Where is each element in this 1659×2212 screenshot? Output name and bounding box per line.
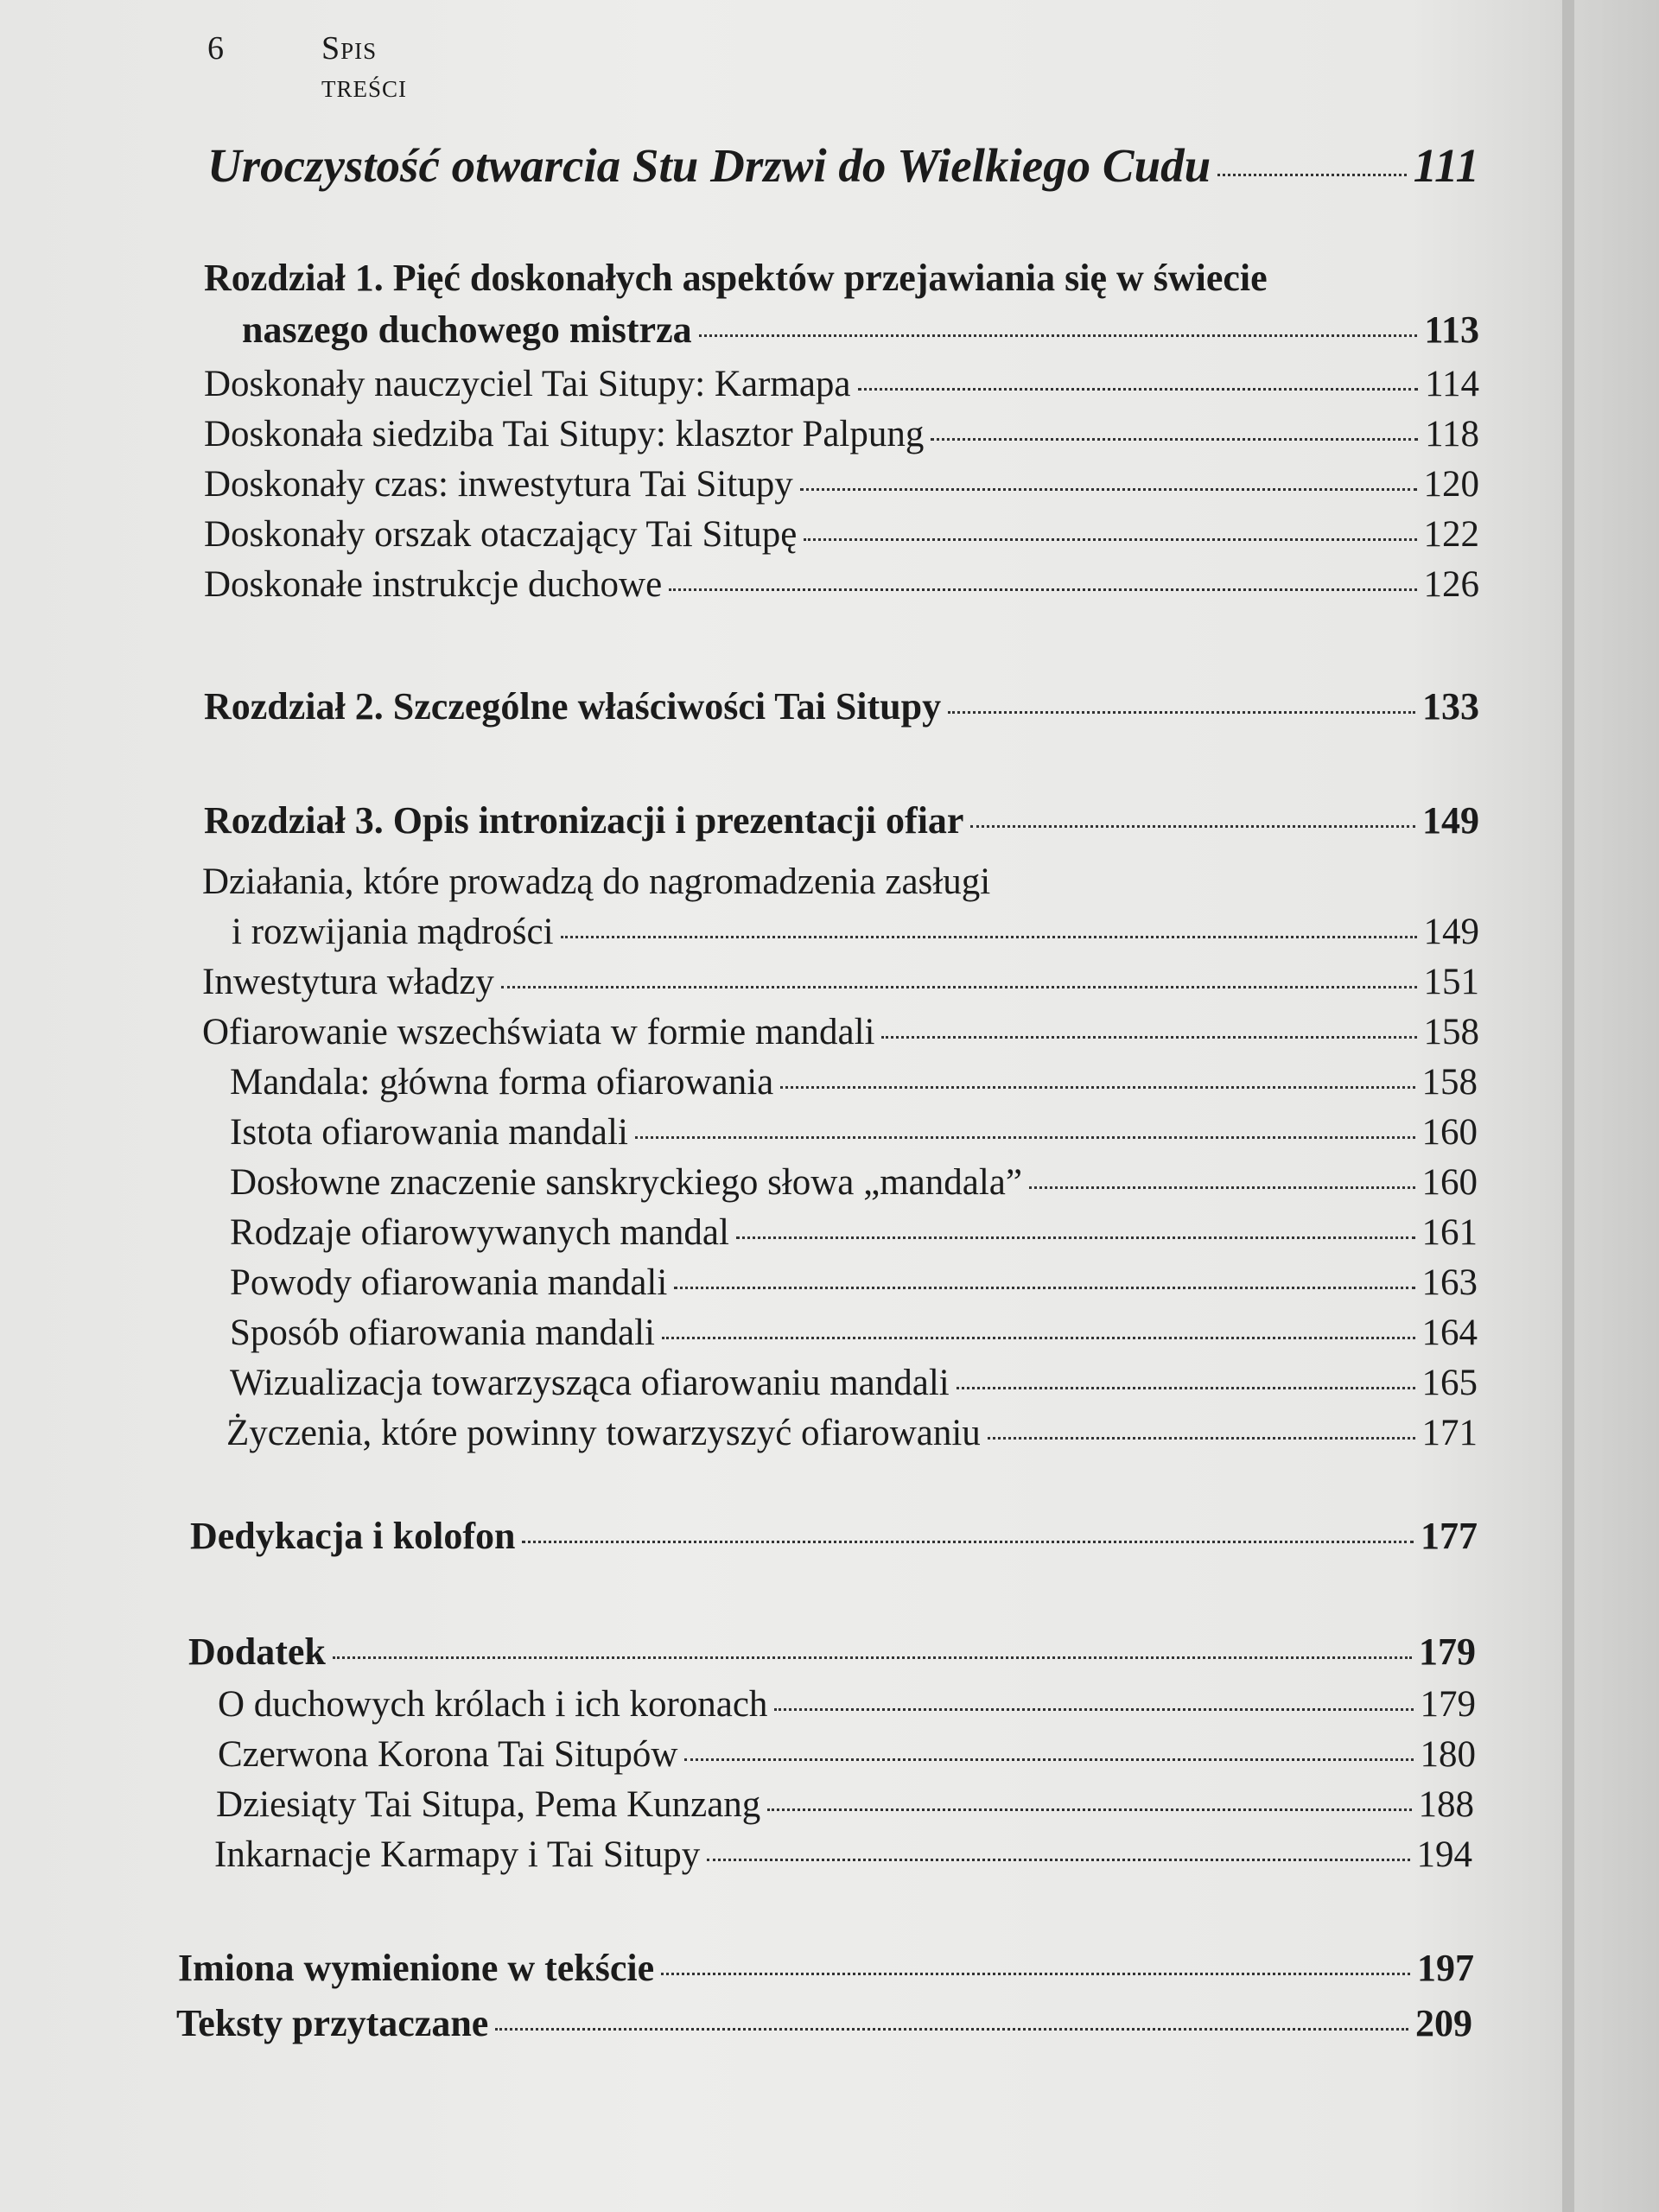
toc-subentry[interactable]: [230, 1362, 1478, 1404]
entry-page: 158: [1421, 1062, 1478, 1103]
entry-page: 126: [1423, 564, 1479, 605]
toc-subentry[interactable]: [216, 1783, 1474, 1826]
toc-subentry[interactable]: [230, 1061, 1478, 1103]
toc-subentry[interactable]: [230, 1262, 1478, 1304]
leader-dots: [736, 1236, 1415, 1239]
leader-dots: [669, 588, 1416, 591]
entry-title: Mandala: główna forma ofiarowania: [230, 1062, 774, 1103]
toc-subentry[interactable]: [230, 1211, 1478, 1254]
entry-page: 161: [1421, 1212, 1478, 1253]
leader-dots: [780, 1086, 1414, 1089]
entry-title: Inwestytura władzy: [202, 962, 494, 1002]
entry-title: Wizualizacja towarzysząca ofiarowaniu mandali: [230, 1363, 950, 1403]
leader-dots: [988, 1437, 1415, 1440]
entry-page: 197: [1417, 1947, 1474, 1989]
entry-page: 180: [1420, 1734, 1476, 1775]
toc-subentry[interactable]: [230, 1161, 1478, 1204]
entry-title: Doskonałe instrukcje duchowe: [204, 564, 663, 605]
page-edge: [1590, 0, 1602, 2212]
toc-entry[interactable]: [202, 961, 1479, 1003]
toc-entry[interactable]: [204, 563, 1479, 606]
toc-entry-chapter1[interactable]: [242, 308, 1479, 352]
toc-entry-names[interactable]: [178, 1946, 1474, 1990]
entry-page: 160: [1421, 1112, 1478, 1153]
entry-page: 158: [1423, 1012, 1479, 1052]
leader-dots: [931, 438, 1418, 441]
leader-dots: [707, 1859, 1409, 1861]
entry-title: O duchowych królach i ich koronach: [218, 1684, 768, 1725]
entry-title: Doskonały nauczyciel Tai Situpy: Karmapa: [204, 364, 851, 404]
entry-title: Inkarnacje Karmapy i Tai Situpy: [214, 1834, 701, 1875]
entry-title: Dodatek: [188, 1630, 326, 1673]
leader-dots: [495, 2028, 1408, 2031]
leader-dots: [767, 1808, 1411, 1811]
entry-page: 160: [1421, 1162, 1478, 1203]
leader-dots: [662, 1337, 1414, 1339]
toc-subentry[interactable]: [218, 1683, 1476, 1726]
entry-title: Doskonały orszak otaczający Tai Situpę: [204, 514, 798, 555]
toc-entry-texts[interactable]: [176, 2001, 1472, 2045]
leader-dots: [804, 538, 1416, 541]
entry-title: Powody ofiarowania mandali: [230, 1262, 668, 1303]
page-number: 6: [207, 30, 225, 67]
leader-dots: [661, 1973, 1410, 1975]
leader-dots: [674, 1287, 1414, 1289]
entry-title: Istota ofiarowania mandali: [230, 1112, 628, 1153]
toc-entry-opening[interactable]: [207, 138, 1479, 193]
leader-dots: [522, 1541, 1414, 1543]
toc-subentry[interactable]: [230, 1312, 1478, 1354]
leader-dots: [948, 711, 1415, 714]
entry-page: 179: [1420, 1684, 1476, 1725]
leader-dots: [333, 1656, 1412, 1659]
toc-subentry[interactable]: [230, 1111, 1478, 1154]
entry-title: Rozdział 3. Opis intronizacji i prezentacji ofiar: [204, 799, 964, 842]
leader-dots: [635, 1136, 1415, 1139]
toc-entry[interactable]: [202, 1011, 1479, 1053]
page-edge: [1562, 0, 1574, 2212]
leader-dots: [1029, 1186, 1415, 1189]
entry-title: Czerwona Korona Tai Situpów: [218, 1734, 678, 1775]
toc-entry[interactable]: [204, 363, 1479, 405]
toc-entry-dedication[interactable]: [190, 1514, 1478, 1558]
leader-dots: [774, 1708, 1413, 1711]
entry-page: 111: [1413, 139, 1479, 192]
entry-page: 163: [1421, 1262, 1478, 1303]
entry-page: 171: [1421, 1413, 1478, 1453]
entry-page: 209: [1415, 2002, 1472, 2044]
leader-dots: [858, 388, 1419, 391]
entry-page: 114: [1425, 364, 1479, 404]
toc-entry[interactable]: [204, 463, 1479, 505]
entry-title: i rozwijania mądrości: [232, 912, 554, 952]
chapter1-title-line1[interactable]: Rozdział 1. Pięć doskonałych aspektów przejawiania się w świecie: [204, 257, 1268, 299]
entry-title: Dedykacja i kolofon: [190, 1515, 516, 1557]
entry-page: 133: [1422, 685, 1479, 728]
entry-title: Doskonały czas: inwestytura Tai Situpy: [204, 464, 793, 505]
leader-dots: [800, 488, 1417, 491]
leader-dots: [684, 1758, 1413, 1761]
entry-page: 113: [1424, 308, 1479, 351]
entry-page: 118: [1425, 414, 1479, 454]
entry-title: Dosłowne znaczenie sanskryckiego słowa „mandala”: [230, 1162, 1022, 1203]
leader-dots: [501, 986, 1417, 988]
toc-entry-chapter2[interactable]: [204, 684, 1479, 728]
leader-dots: [699, 334, 1418, 337]
entry-title: Uroczystość otwarcia Stu Drzwi do Wielkiego Cudu: [207, 139, 1211, 192]
leader-dots: [561, 936, 1417, 938]
entry-title: Rodzaje ofiarowywanych mandal: [230, 1212, 729, 1253]
entry-title: Doskonała siedziba Tai Situpy: klasztor Palpung: [204, 414, 925, 454]
entry-page: 149: [1423, 912, 1479, 952]
toc-entry-appendix[interactable]: [188, 1630, 1476, 1674]
entry-title: Życzenia, które powinny towarzyszyć ofiarowaniu: [226, 1413, 981, 1453]
entry-page: 194: [1416, 1834, 1472, 1875]
toc-subentry[interactable]: [214, 1834, 1472, 1876]
toc-entry[interactable]: [204, 513, 1479, 556]
entry-page: 179: [1419, 1630, 1476, 1673]
toc-entry-merit[interactable]: [232, 911, 1479, 953]
entry-page: 165: [1421, 1363, 1478, 1403]
toc-subentry[interactable]: [218, 1733, 1476, 1776]
leader-dots: [1217, 174, 1406, 176]
entry-title: Ofiarowanie wszechświata w formie mandali: [202, 1012, 875, 1052]
toc-entry-chapter3[interactable]: [204, 798, 1479, 842]
leader-dots: [970, 825, 1415, 828]
leader-dots: [957, 1387, 1415, 1389]
entry-title: naszego duchowego mistrza: [242, 308, 692, 351]
entry-title: Sposób ofiarowania mandali: [230, 1313, 656, 1353]
entry-page: 149: [1422, 799, 1479, 842]
entry-page: 188: [1418, 1784, 1474, 1825]
running-title: Spis treści: [321, 30, 408, 105]
entry-page: 164: [1421, 1313, 1478, 1353]
toc-subentry[interactable]: [226, 1412, 1478, 1454]
entry-page: 122: [1423, 514, 1479, 555]
entry-title: Dziesiąty Tai Situpa, Pema Kunzang: [216, 1784, 761, 1825]
entry-page: 151: [1423, 962, 1479, 1002]
entry-title: Teksty przytaczane: [176, 2002, 489, 2044]
merit-title-line1[interactable]: Działania, które prowadzą do nagromadzenia zasługi: [202, 861, 991, 902]
entry-page: 120: [1423, 464, 1479, 505]
leader-dots: [881, 1036, 1416, 1039]
toc-entry[interactable]: [204, 413, 1479, 455]
entry-title: Rozdział 2. Szczególne właściwości Tai Situpy: [204, 685, 942, 728]
entry-page: 177: [1421, 1515, 1478, 1557]
entry-title: Imiona wymienione w tekście: [178, 1947, 655, 1989]
